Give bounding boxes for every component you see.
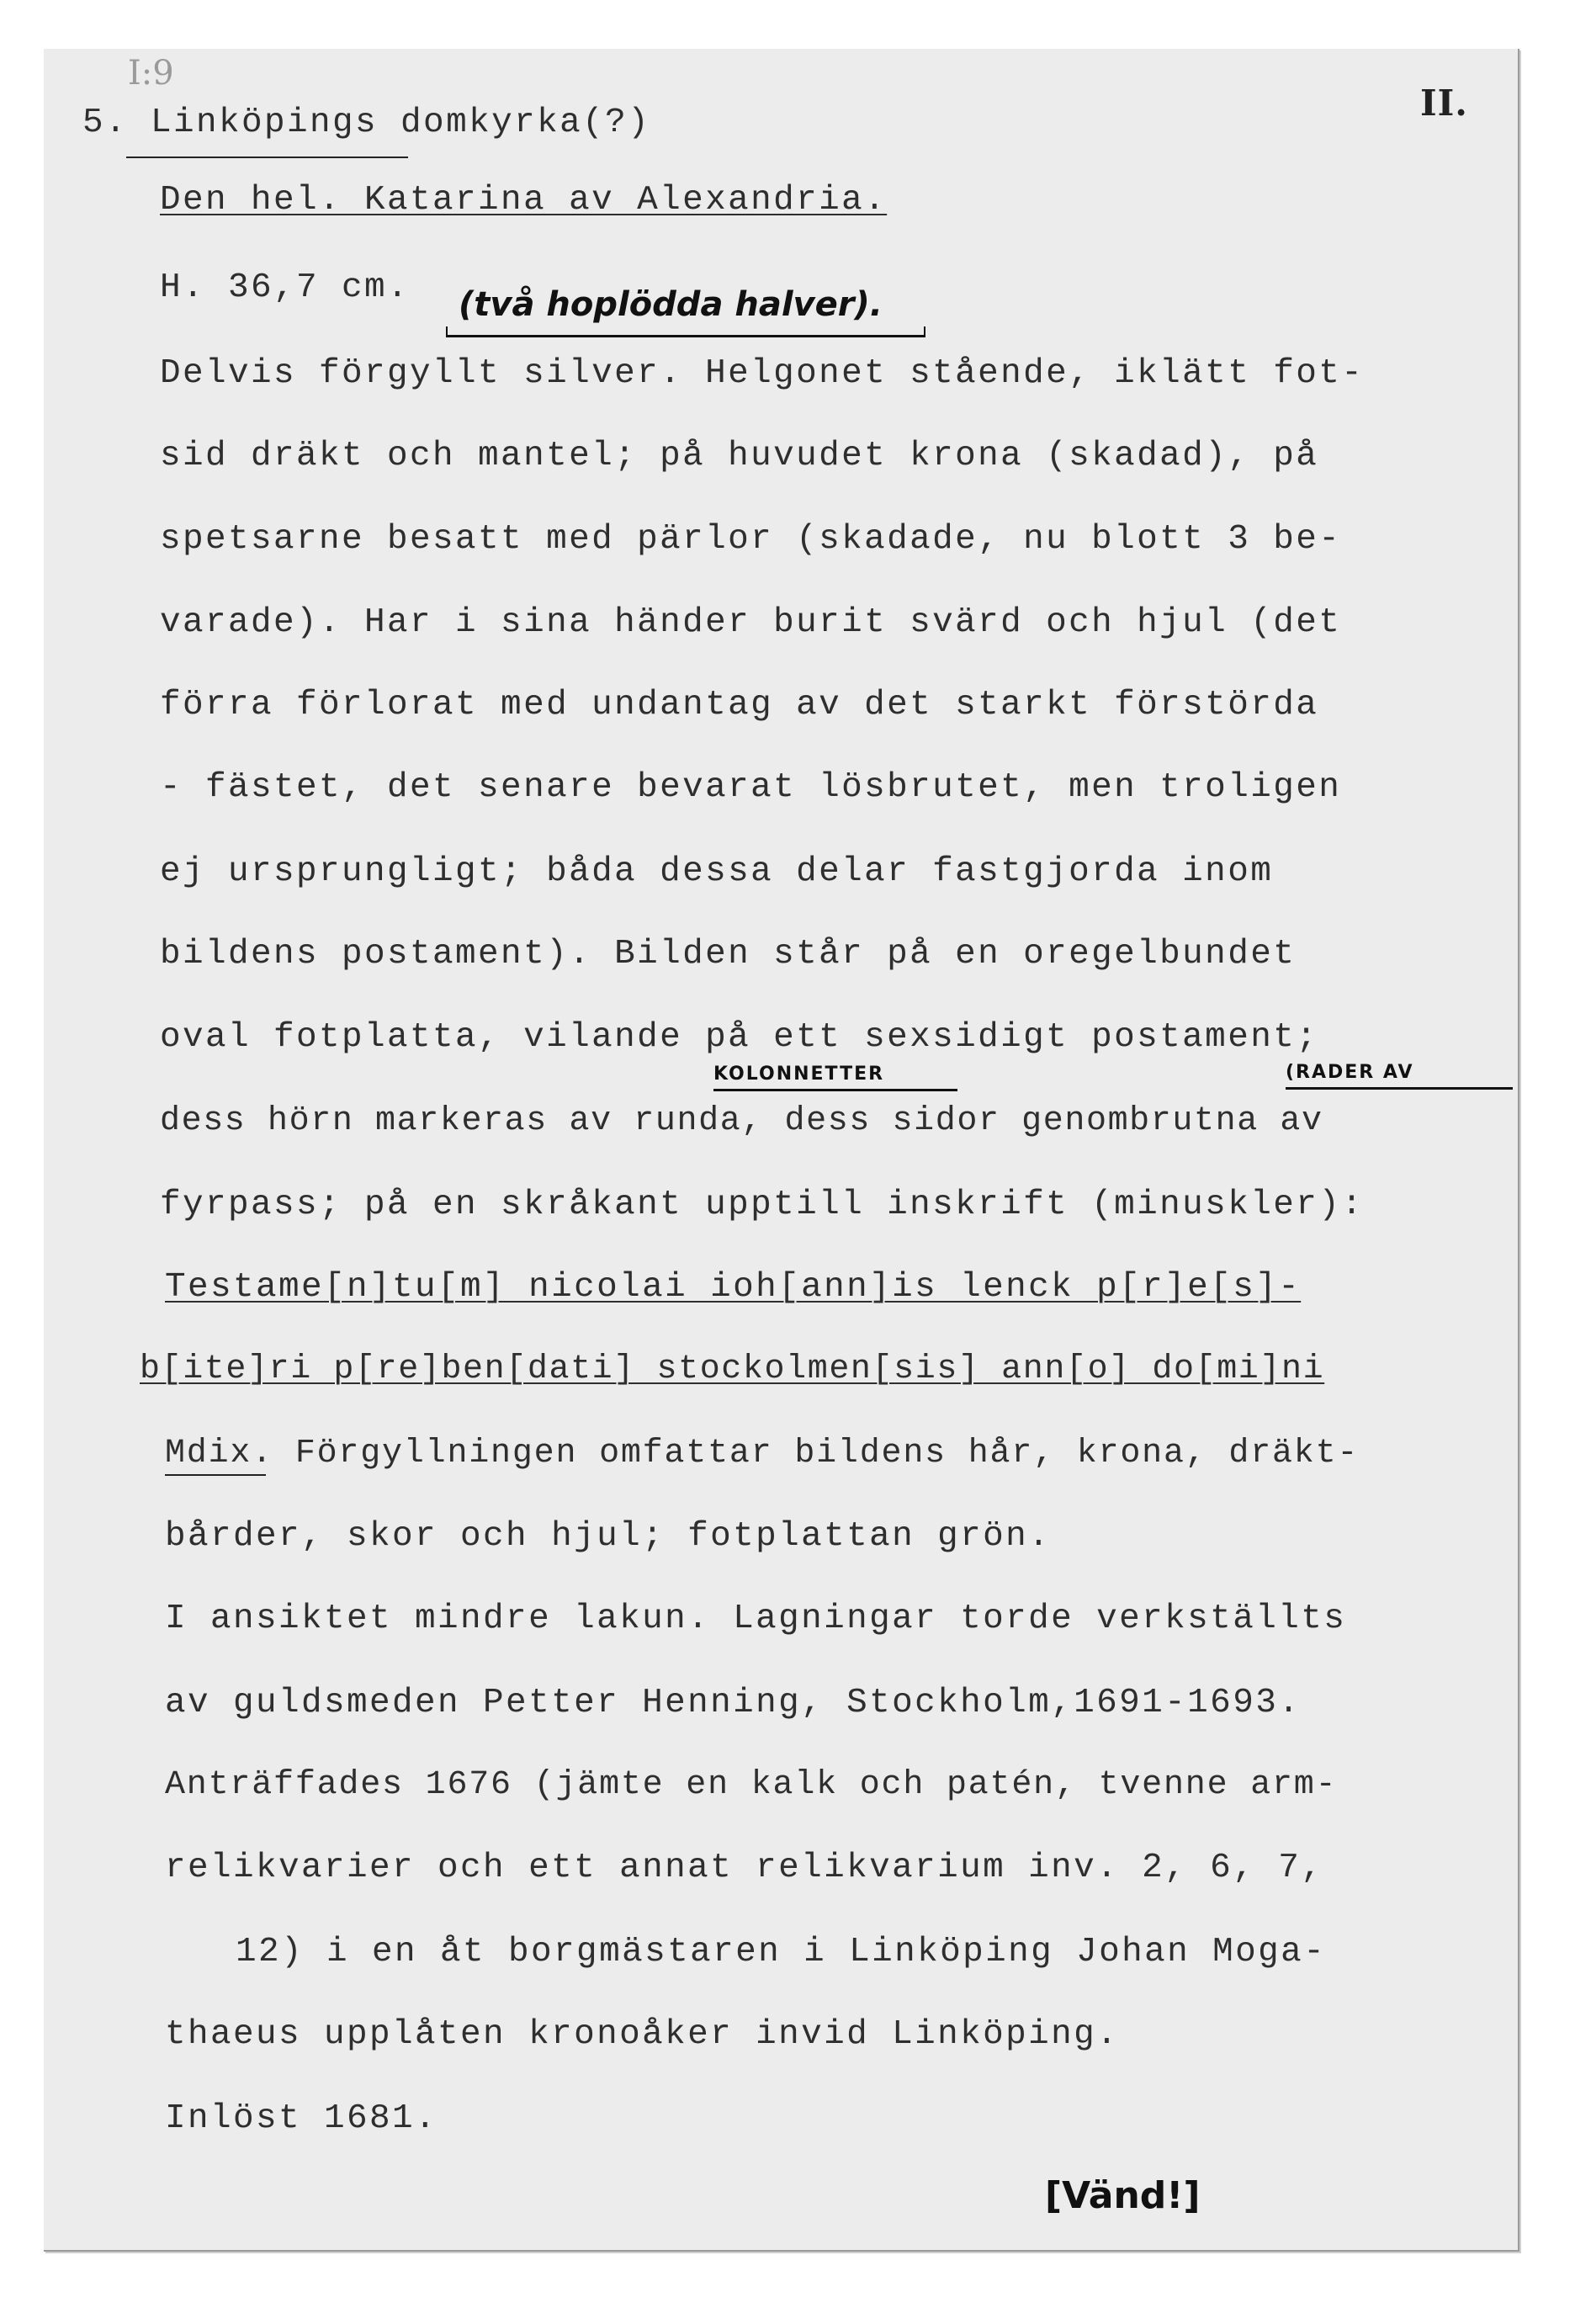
- pencil-mark: I:9: [128, 54, 174, 93]
- text-line: bårder, skor och hjul; fotplattan grön.: [165, 1517, 1052, 1556]
- text-line: fyrpass; på en skråkant upptill inskrift (minuskler):: [160, 1186, 1365, 1224]
- text-line: av guldsmeden Petter Henning, Stockholm,1691-1693.: [165, 1684, 1302, 1722]
- text-line: oval fotplatta, vilande på ett sexsidigt postament;: [160, 1018, 1319, 1057]
- text-line: Anträffades 1676 (jämte en kalk och patén, tvenne arm-: [165, 1766, 1338, 1804]
- page-number: II.: [1420, 82, 1468, 124]
- inscription-line: Testame[n]tu[m] nicolai ioh[ann]is lenck p[r]e[s]-: [165, 1268, 1302, 1307]
- handwritten-two-halves: (två hoplödda halver).: [459, 285, 883, 324]
- text-line: I ansiktet mindre lakun. Lagningar torde verkställts: [165, 1600, 1347, 1638]
- handwritten-turn-over: [Vänd!]: [1045, 2174, 1201, 2217]
- text-line: dess hörn markeras av runda, dess sidor genombrutna av: [160, 1102, 1323, 1140]
- text-line: relikvarier och ett annat relikvarium inv. 2, 6, 7,: [165, 1849, 1324, 1887]
- text-line: Inlöst 1681.: [165, 2099, 438, 2138]
- text-line: varade). Har i sina händer burit svärd och hjul (det: [160, 603, 1342, 642]
- text-line: 12) i en åt borgmästaren i Linköping Johan Moga-: [236, 1933, 1327, 1971]
- text-line: sid dräkt och mantel; på huvudet krona (skadad), på: [160, 437, 1319, 475]
- inscription-line: b[ite]ri p[re]ben[dati] stockolmen[sis] ann[o] do[mi]ni: [140, 1350, 1325, 1388]
- text-line: ej ursprungligt; båda dessa delar fastgjorda inom: [160, 852, 1274, 891]
- handwritten-rows-of: (RADER AV: [1286, 1062, 1414, 1083]
- text-line: Mdix. Förgyllningen omfattar bildens hår, krona, dräkt-: [165, 1435, 1360, 1472]
- handwritten-colonnettes: KOLONNETTER: [713, 1064, 885, 1085]
- text-line: - fästet, det senare bevarat lösbrutet, men troligen: [160, 768, 1342, 807]
- heading-location: 5. Linköpings domkyrka(?): [82, 103, 651, 142]
- text-line: bildens postament). Bilden står på en oregelbundet: [160, 935, 1297, 974]
- text-line: förra förlorat med undantag av det starkt förstörda: [160, 686, 1319, 724]
- text-line: Delvis förgyllt silver. Helgonet stående, iklätt fot-: [160, 354, 1365, 393]
- text-line: thaeus upplåten kronoåker invid Linköping.: [165, 2015, 1120, 2054]
- text-line: spetsarne besatt med pärlor (skadade, nu blott 3 be-: [160, 520, 1342, 559]
- heading-subject: Den hel. Katarina av Alexandria.: [160, 181, 888, 220]
- height-measure: H. 36,7 cm.: [160, 268, 411, 307]
